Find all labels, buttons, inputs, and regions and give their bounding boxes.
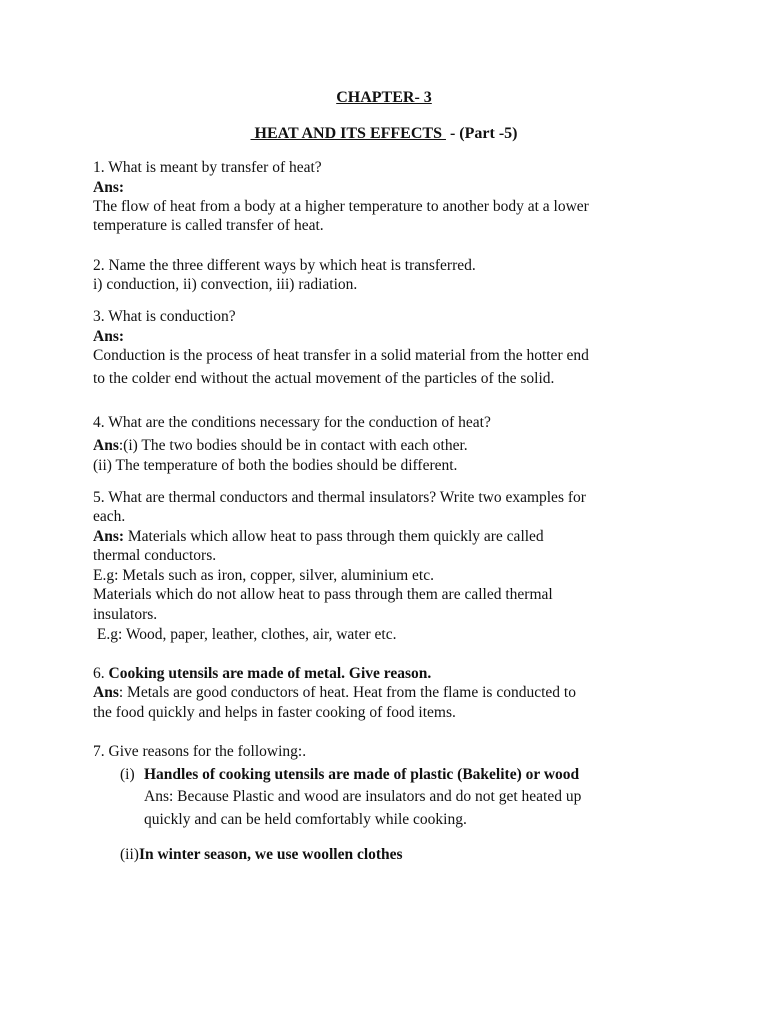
q6-answer-text: : Metals are good conductors of heat. Heat from the flame is conducted to xyxy=(118,684,576,701)
q5-answer-line-6: E.g: Wood, paper, leather, clothes, air, water etc. xyxy=(93,626,397,643)
q4-answer-line-1 xyxy=(93,436,468,456)
heading-suffix: - (Part -5) xyxy=(445,125,518,142)
q5-ans-label: Ans: xyxy=(93,528,125,545)
heading-main: HEAT AND ITS EFFECTS xyxy=(250,125,446,142)
q4-question: 4. What are the conditions necessary for the conduction of heat? xyxy=(93,414,491,431)
q3-question: 3. What is conduction? xyxy=(93,308,236,325)
q5-answer-text: Materials which allow heat to pass through them quickly are called xyxy=(124,528,544,545)
q1-answer-line-2: temperature is called transfer of heat. xyxy=(93,217,324,234)
q1-question: 1. What is meant by transfer of heat? xyxy=(93,159,322,176)
q7-sub2-question: In winter season, we use woollen clothes xyxy=(138,846,403,863)
q4-answer-text: :(i) The two bodies should be in contact with each other. xyxy=(118,437,468,454)
q3-ans-label: Ans: xyxy=(93,328,125,345)
q3-answer-line-2: to the colder end without the actual movement of the particles of the solid. xyxy=(93,370,555,387)
q7-sub1-marker: (i) xyxy=(120,766,135,783)
q5-question-line-2: each. xyxy=(93,508,126,525)
q2-answer: i) conduction, ii) convection, iii) radiation. xyxy=(93,276,358,293)
q2-question: 2. Name the three different ways by which heat is transferred. xyxy=(93,257,476,274)
q7-sub1-answer-line-1: Ans: Because Plastic and wood are insulators and do not get heated up xyxy=(144,788,582,805)
q6-question-line xyxy=(93,664,431,684)
q6-answer-line-1 xyxy=(93,683,576,703)
q7-question: 7. Give reasons for the following:. xyxy=(93,743,307,760)
q5-question-line-1: 5. What are thermal conductors and thermal insulators? Write two examples for xyxy=(93,489,586,506)
q7-sub1-question: Handles of cooking utensils are made of plastic (Bakelite) or wood xyxy=(144,766,580,783)
q7-sub2-line xyxy=(120,845,403,865)
q6-number: 6. xyxy=(93,665,109,682)
q3-answer-line-1: Conduction is the process of heat transfer in a solid material from the hotter end xyxy=(93,347,589,364)
q6-answer-line-2: the food quickly and helps in faster cooking of food items. xyxy=(93,704,456,721)
q5-answer-line-3: E.g: Metals such as iron, copper, silver, aluminium etc. xyxy=(93,567,434,584)
q1-answer-line-1: The flow of heat from a body at a higher temperature to another body at a lower xyxy=(93,198,589,215)
q6-question: Cooking utensils are made of metal. Give reason. xyxy=(108,665,432,682)
q7-sub1-answer-line-2: quickly and can be held comfortably while cooking. xyxy=(144,811,467,828)
chapter-title: CHAPTER- 3 xyxy=(336,89,432,106)
q5-answer-line-2: thermal conductors. xyxy=(93,547,217,564)
q5-answer-line-5: insulators. xyxy=(93,606,158,623)
q6-ans-label: Ans xyxy=(93,684,119,701)
q4-ans-label: Ans xyxy=(93,437,119,454)
chapter-heading xyxy=(0,124,768,144)
q7-sub2-marker: (ii) xyxy=(120,846,139,863)
q5-answer-line-4: Materials which do not allow heat to pass through them are called thermal xyxy=(93,586,553,603)
q5-answer-line-1 xyxy=(93,527,544,547)
q1-ans-label: Ans: xyxy=(93,179,125,196)
q4-answer-line-2: (ii) The temperature of both the bodies should be different. xyxy=(93,457,458,474)
